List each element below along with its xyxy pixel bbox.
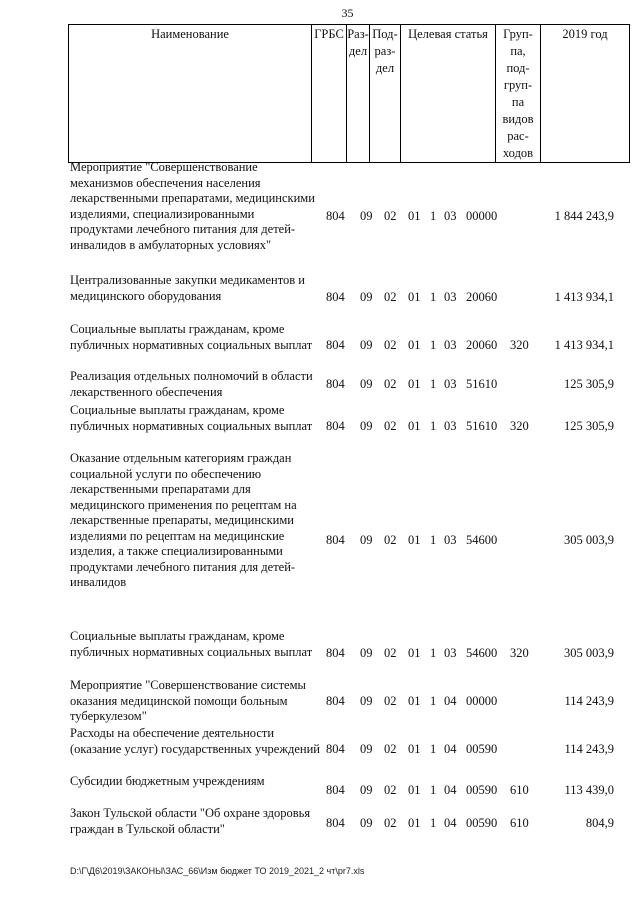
page-number: 35 <box>341 6 354 20</box>
row-section: 09 <box>360 533 373 547</box>
row-amount: 305 003,9 <box>564 646 614 660</box>
row-target-subprogram: 1 <box>430 377 437 391</box>
row-target-activity: 04 <box>444 783 457 797</box>
header-year: 2019 год <box>541 25 630 163</box>
row-section: 09 <box>360 338 373 352</box>
row-target-activity: 03 <box>444 338 457 352</box>
row-group: 610 <box>510 816 529 830</box>
row-target-direction: 00590 <box>466 816 498 830</box>
row-group: 320 <box>510 646 529 660</box>
row-subsection: 02 <box>384 338 397 352</box>
row-target-subprogram: 1 <box>430 419 437 433</box>
row-target-program: 01 <box>408 694 421 708</box>
row-amount: 1 413 934,1 <box>554 338 614 352</box>
row-target-direction: 54600 <box>466 646 498 660</box>
header-section: Раз- дел <box>347 25 370 163</box>
row-subsection: 02 <box>384 533 397 547</box>
row-grbs: 804 <box>326 694 345 708</box>
row-group: 610 <box>510 783 529 797</box>
row-subsection: 02 <box>384 646 397 660</box>
row-target-direction: 20060 <box>466 338 498 352</box>
row-target-activity: 04 <box>444 694 457 708</box>
row-section: 09 <box>360 783 373 797</box>
row-subsection: 02 <box>384 377 397 391</box>
row-name: Закон Тульской области "Об охране здоровья граждан в Тульской области" <box>70 806 311 836</box>
row-name: Мероприятие "Совершенствование системы оказания медицинской помощи больным туберкулезом" <box>70 678 306 723</box>
row-target-activity: 03 <box>444 533 457 547</box>
row-target-subprogram: 1 <box>430 209 437 223</box>
row-name: Оказание отдельным категориям граждан социальной услуги по обеспечению лекарственными препаратами для медицинского применения по рецептам на лекарственные препараты, медицинскими изделиями по рецептам на медицинские изделия, а также специализированными продуктами лечебного питания для детей-инвалидов <box>70 451 297 589</box>
row-grbs: 804 <box>326 646 345 660</box>
file-path-footer: D:\Г\Д6\2019\ЗАКОНЫ\ЗАС_66\Изм бюджет ТО 2019_2021_2 чт\pr7.xls <box>70 866 365 876</box>
row-amount: 114 243,9 <box>564 694 614 708</box>
row-target-direction: 20060 <box>466 290 498 304</box>
row-section: 09 <box>360 694 373 708</box>
row-name: Социальные выплаты гражданам, кроме публичных нормативных социальных выплат <box>70 322 313 352</box>
row-amount: 1 413 934,1 <box>554 290 614 304</box>
row-amount: 114 243,9 <box>564 742 614 756</box>
row-target-program: 01 <box>408 419 421 433</box>
row-section: 09 <box>360 377 373 391</box>
row-grbs: 804 <box>326 419 345 433</box>
header-grbs: ГРБС <box>312 25 347 163</box>
row-section: 09 <box>360 646 373 660</box>
row-grbs: 804 <box>326 209 345 223</box>
row-grbs: 804 <box>326 816 345 830</box>
row-section: 09 <box>360 742 373 756</box>
row-name: Социальные выплаты гражданам, кроме публичных нормативных социальных выплат <box>70 403 313 433</box>
row-target-subprogram: 1 <box>430 646 437 660</box>
row-target-subprogram: 1 <box>430 694 437 708</box>
row-name: Субсидии бюджетным учреждениям <box>70 774 265 788</box>
row-target-subprogram: 1 <box>430 742 437 756</box>
row-amount: 125 305,9 <box>564 419 614 433</box>
row-name: Реализация отдельных полномочий в области лекарственного обеспечения <box>70 369 313 399</box>
row-target-activity: 04 <box>444 816 457 830</box>
row-name: Централизованные закупки медикаментов и медицинского оборудования <box>70 273 305 303</box>
row-section: 09 <box>360 419 373 433</box>
row-subsection: 02 <box>384 419 397 433</box>
row-target-subprogram: 1 <box>430 338 437 352</box>
header-target: Целевая статья <box>401 25 496 163</box>
row-target-activity: 03 <box>444 419 457 433</box>
row-subsection: 02 <box>384 816 397 830</box>
row-grbs: 804 <box>326 742 345 756</box>
row-subsection: 02 <box>384 694 397 708</box>
row-amount: 1 844 243,9 <box>554 209 614 223</box>
row-target-activity: 04 <box>444 742 457 756</box>
row-name: Социальные выплаты гражданам, кроме публичных нормативных социальных выплат <box>70 629 313 659</box>
row-target-program: 01 <box>408 290 421 304</box>
row-amount: 804,9 <box>585 816 614 830</box>
row-target-activity: 03 <box>444 209 457 223</box>
row-section: 09 <box>360 209 373 223</box>
row-group: 320 <box>510 338 529 352</box>
header-subsection: Под- раз- дел <box>370 25 401 163</box>
row-name: Расходы на обеспечение деятельности (оказание услуг) государственных учреждений <box>70 726 320 756</box>
row-target-program: 01 <box>408 209 421 223</box>
row-target-direction: 51610 <box>466 377 498 391</box>
header-name: Наименование <box>69 25 312 163</box>
row-name: Мероприятие "Совершенствование механизмов обеспечения населения лекарственными препаратами, медицинскими изделиями, специализированными продуктами лечебного питания для детей-инвалидов в амбулаторных условиях" <box>70 160 315 252</box>
row-grbs: 804 <box>326 338 345 352</box>
row-target-subprogram: 1 <box>430 783 437 797</box>
row-target-direction: 00590 <box>466 742 498 756</box>
row-target-direction: 54600 <box>466 533 498 547</box>
row-target-direction: 00590 <box>466 783 498 797</box>
row-amount: 305 003,9 <box>564 533 614 547</box>
row-section: 09 <box>360 816 373 830</box>
row-grbs: 804 <box>326 533 345 547</box>
header-group: Груп- па, под- груп- па видов рас- ходов <box>496 25 541 163</box>
row-group: 320 <box>510 419 529 433</box>
row-target-activity: 03 <box>444 646 457 660</box>
row-target-activity: 03 <box>444 377 457 391</box>
row-target-program: 01 <box>408 377 421 391</box>
row-amount: 113 439,0 <box>564 783 614 797</box>
row-target-program: 01 <box>408 783 421 797</box>
row-subsection: 02 <box>384 783 397 797</box>
row-target-direction: 00000 <box>466 209 498 223</box>
row-target-direction: 51610 <box>466 419 498 433</box>
row-subsection: 02 <box>384 742 397 756</box>
row-target-program: 01 <box>408 646 421 660</box>
row-amount: 125 305,9 <box>564 377 614 391</box>
row-subsection: 02 <box>384 209 397 223</box>
row-grbs: 804 <box>326 783 345 797</box>
row-target-subprogram: 1 <box>430 816 437 830</box>
row-target-program: 01 <box>408 533 421 547</box>
row-subsection: 02 <box>384 290 397 304</box>
row-target-program: 01 <box>408 338 421 352</box>
row-target-direction: 00000 <box>466 694 498 708</box>
row-target-subprogram: 1 <box>430 290 437 304</box>
row-section: 09 <box>360 290 373 304</box>
row-grbs: 804 <box>326 290 345 304</box>
row-target-subprogram: 1 <box>430 533 437 547</box>
row-target-activity: 03 <box>444 290 457 304</box>
row-grbs: 804 <box>326 377 345 391</box>
row-target-program: 01 <box>408 816 421 830</box>
row-target-program: 01 <box>408 742 421 756</box>
